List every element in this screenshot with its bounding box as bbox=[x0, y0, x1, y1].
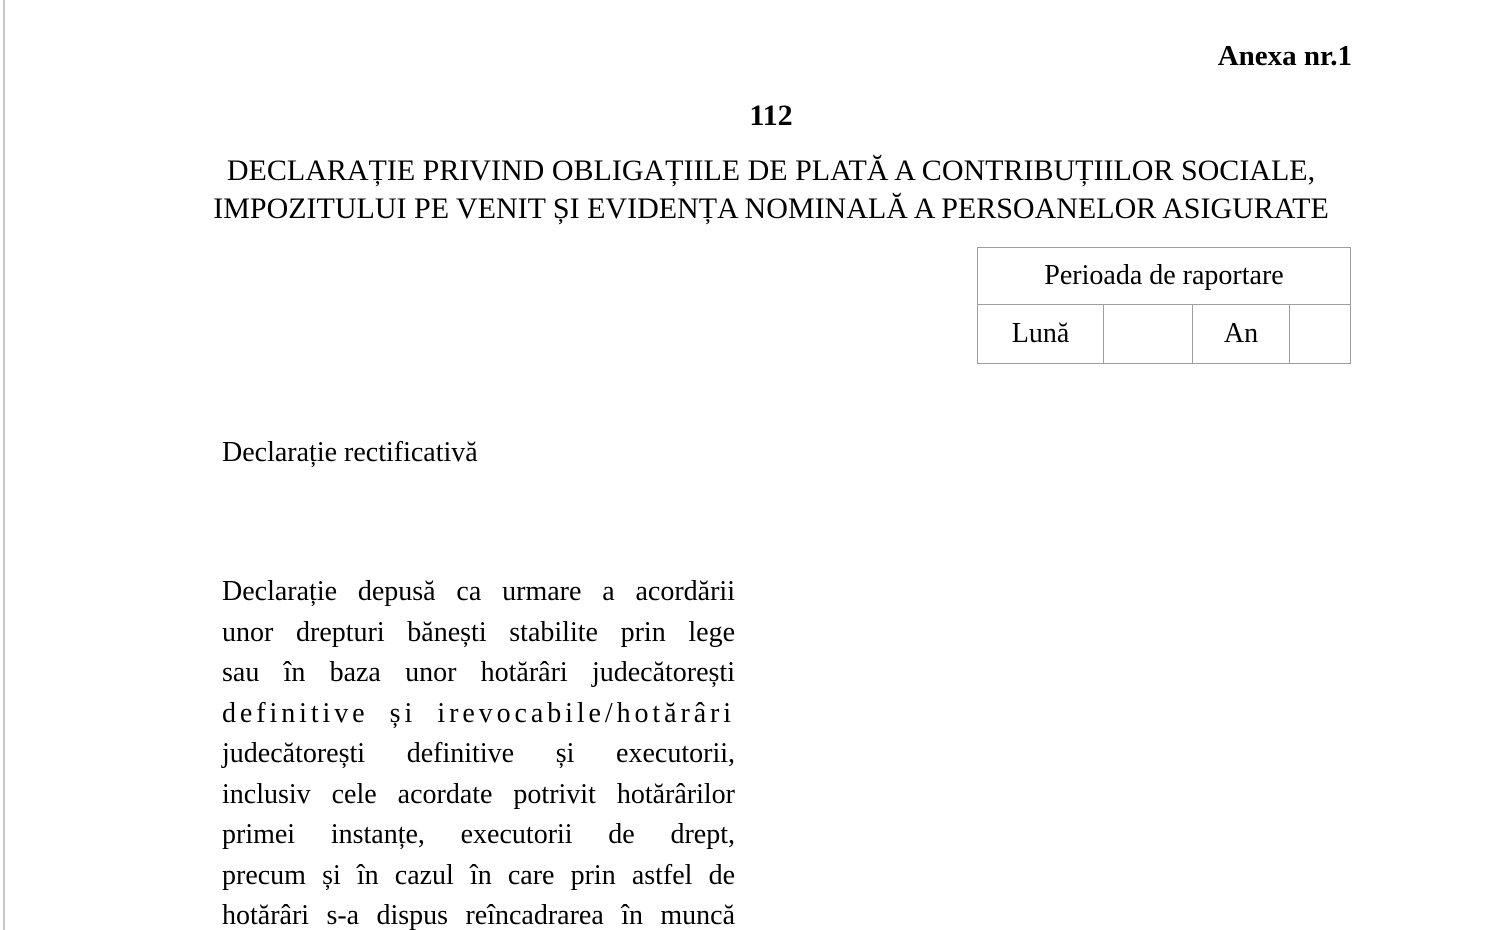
form-title-line-1: DECLARAȚIE PRIVIND OBLIGAȚIILE DE PLATĂ A CONTRIBUȚIILOR SOCIALE, bbox=[226, 154, 1316, 187]
reporting-period-header-cell: Perioada de raportare bbox=[978, 248, 1351, 305]
annex-label: Anexa nr.1 bbox=[1217, 40, 1352, 72]
paragraph-line: sau în baza unor hotărâri judecătorești bbox=[222, 657, 735, 688]
form-title-line-2: IMPOZITULUI PE VENIT ȘI EVIDENȚA NOMINALĂ A PERSOANELOR ASIGURATE bbox=[213, 192, 1329, 225]
form-title bbox=[54, 152, 1488, 228]
reporting-period-table bbox=[977, 247, 1351, 364]
paragraph-line: inclusiv cele acordate potrivit hotărârilor bbox=[222, 778, 735, 810]
paragraph-line: Declarație depusă ca urmare a acordării bbox=[222, 576, 735, 607]
month-value-cell bbox=[1104, 305, 1193, 364]
rectificative-declaration-label: Declarație rectificativă bbox=[222, 437, 478, 468]
paragraph-line: precum și în cazul în care prin astfel de bbox=[222, 859, 735, 891]
paragraph-line: definitive și irevocabile/hotărâri bbox=[222, 697, 735, 729]
paragraph-line: hotărâri s-a dispus reîncadrarea în muncă bbox=[222, 900, 735, 930]
form-number: 112 bbox=[749, 99, 793, 132]
year-value-cell bbox=[1290, 305, 1351, 364]
page-edge-divider bbox=[3, 0, 5, 930]
declaration-paragraph bbox=[222, 572, 735, 930]
month-label-cell: Lună bbox=[978, 305, 1104, 364]
year-label-cell: An bbox=[1193, 305, 1290, 364]
paragraph-line: primei instanțe, executorii de drept, bbox=[222, 819, 735, 850]
paragraph-line: unor drepturi bănești stabilite prin lege bbox=[222, 616, 735, 648]
paragraph-line: judecătorești definitive și executorii, bbox=[222, 738, 735, 769]
